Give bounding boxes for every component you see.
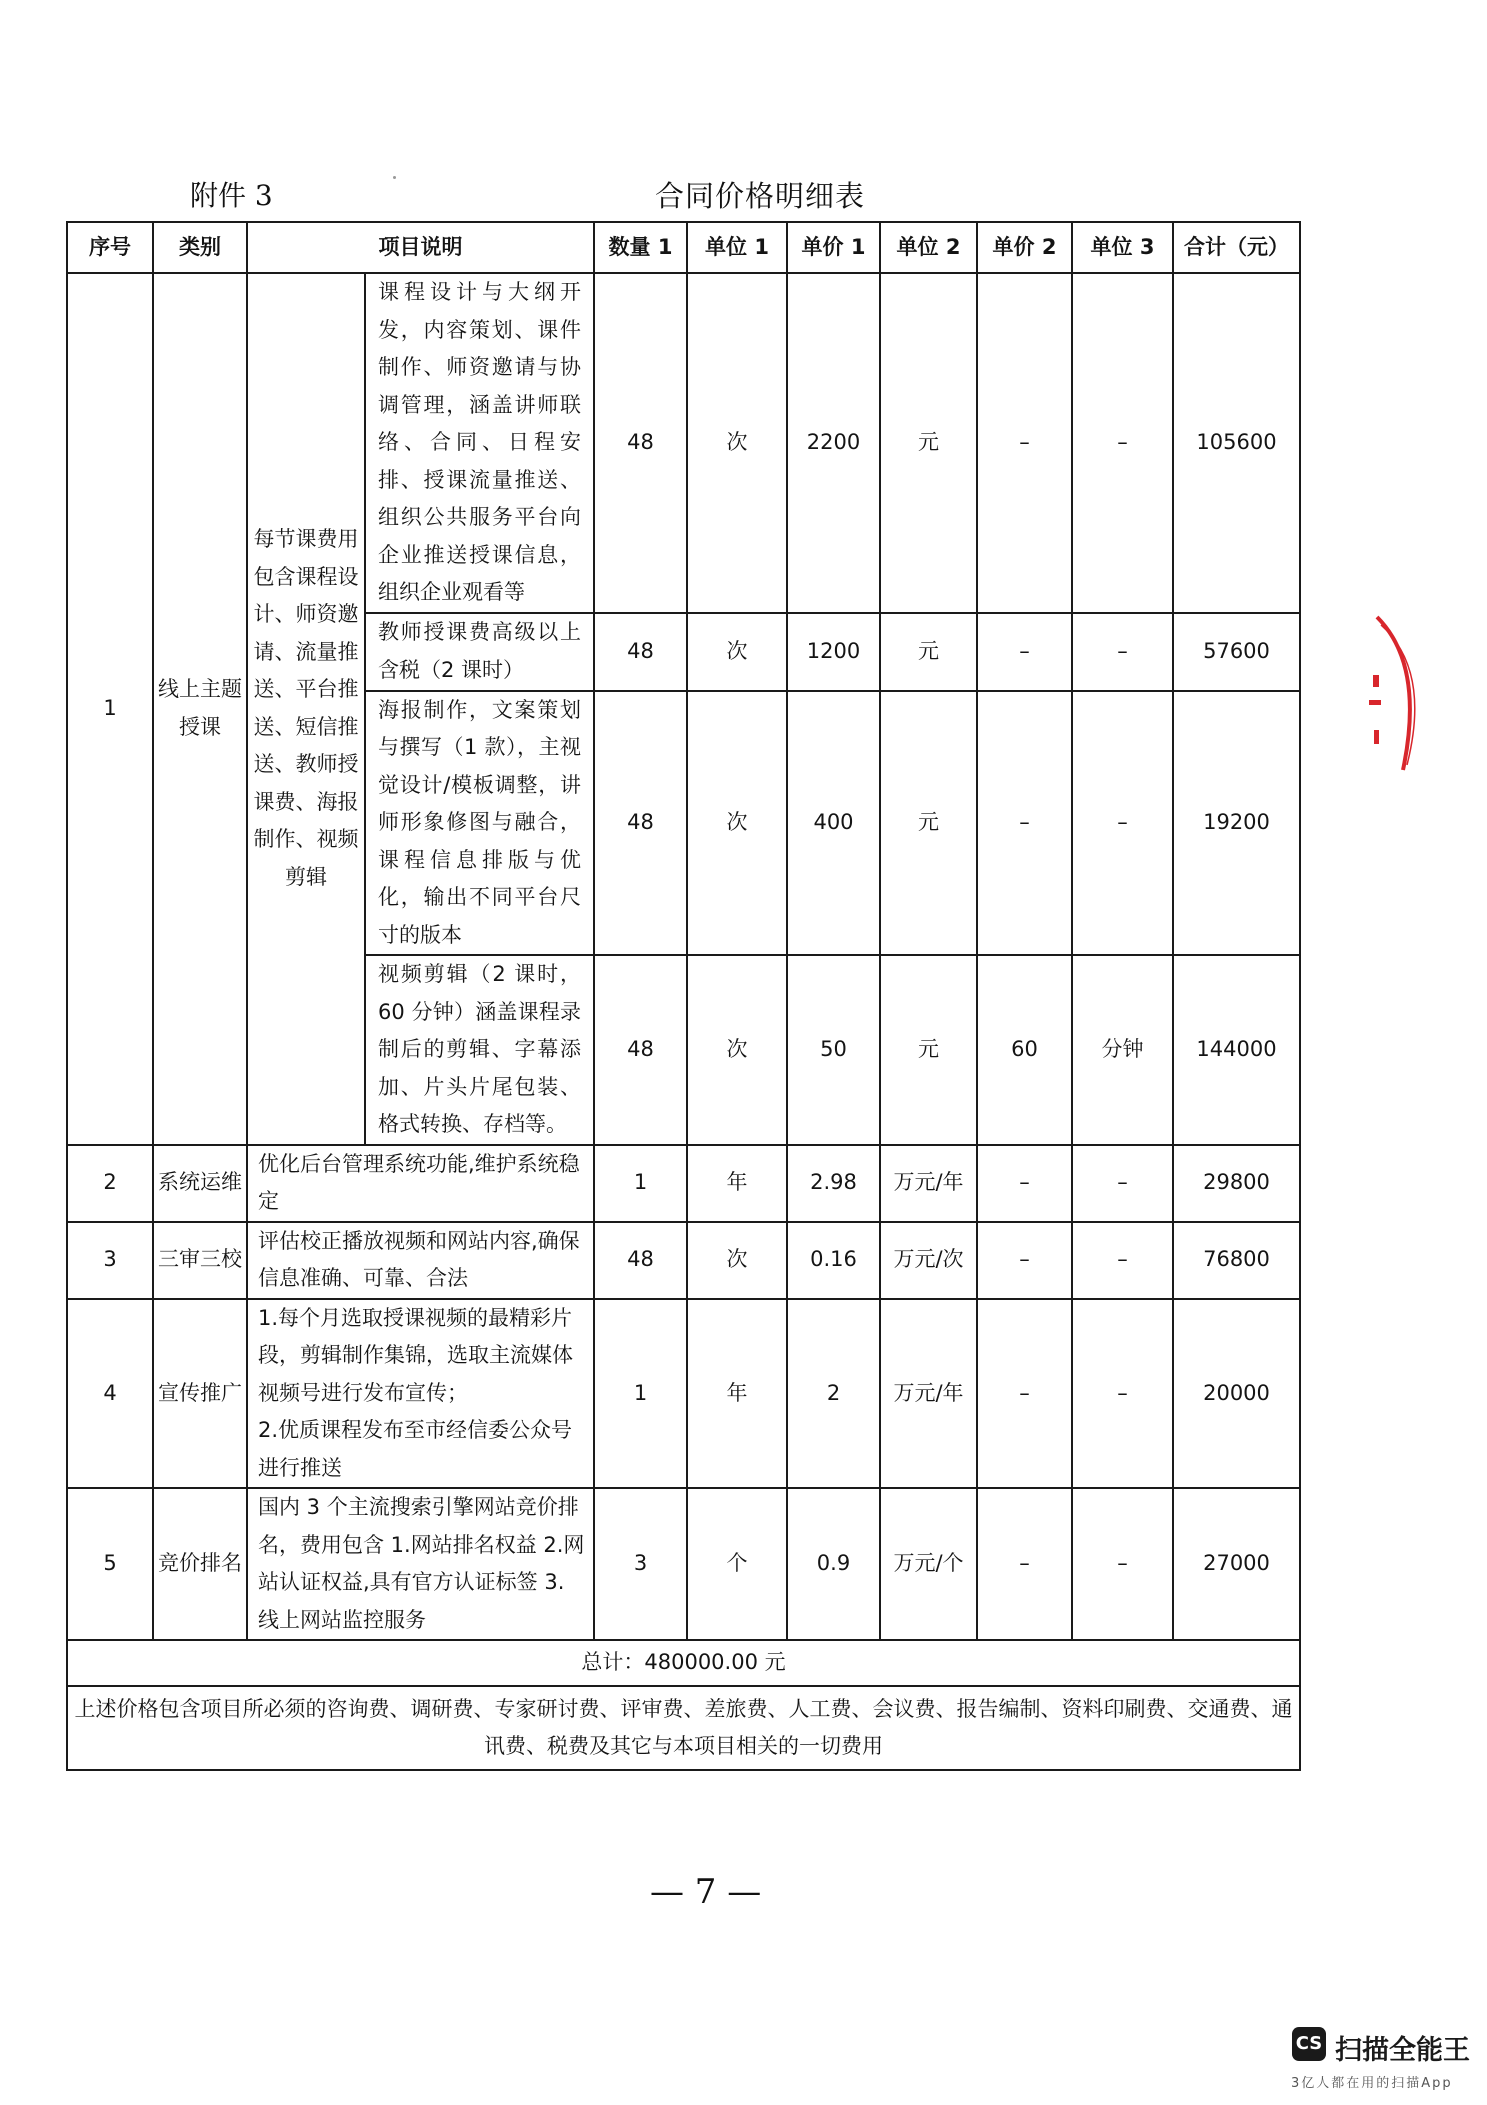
item-description: 视频剪辑（2 课时，60 分钟）涵盖课程录制后的剪辑、字幕添加、片头片尾包装、格式转换、存档等。 — [365, 955, 594, 1145]
cell-total: 57600 — [1173, 613, 1300, 691]
cell-unit1: 次 — [687, 273, 787, 613]
row-category: 三审三校 — [153, 1222, 247, 1299]
cell-qty1: 48 — [594, 691, 687, 956]
cell-unit3: – — [1072, 273, 1173, 613]
item-description: 课程设计与大纲开发，内容策划、课件制作、师资邀请与协调管理，涵盖讲师联络、合同、日程安排、授课流量推送、组织公共服务平台向企业推送授课信息，组织企业观看等 — [365, 273, 594, 613]
item-description: 评估校正播放视频和网站内容,确保信息准确、可靠、合法 — [247, 1222, 594, 1299]
seal-arc — [1377, 617, 1410, 770]
cell-price2: – — [977, 1488, 1072, 1640]
table-header-row — [67, 222, 1300, 273]
cell-total: 76800 — [1173, 1222, 1300, 1299]
cell-total: 20000 — [1173, 1299, 1300, 1489]
cell-price2: 60 — [977, 955, 1072, 1145]
cell-unit2: 万元/年 — [880, 1299, 977, 1489]
header-description: 项目说明 — [247, 222, 594, 273]
header-total: 合计（元） — [1173, 222, 1300, 273]
attachment-label: 附件 3 — [190, 179, 273, 212]
note-row — [67, 1686, 1300, 1770]
row-no: 3 — [67, 1222, 153, 1299]
scan-speck — [393, 176, 396, 179]
cell-total: 27000 — [1173, 1488, 1300, 1640]
item-description: 海报制作，文案策划与撰写（1 款），主视觉设计/模板调整，讲师形象修图与融合，课程信息排版与优化，输出不同平台尺寸的版本 — [365, 691, 594, 956]
header-unit1: 单位 1 — [687, 222, 787, 273]
cell-unit3: 分钟 — [1072, 955, 1173, 1145]
cell-unit1: 次 — [687, 1222, 787, 1299]
table-row — [67, 273, 1300, 613]
cell-price1: 50 — [787, 955, 880, 1145]
seal-mark — [1374, 730, 1379, 744]
cell-price2: – — [977, 273, 1072, 613]
cell-unit1: 次 — [687, 955, 787, 1145]
cell-unit2: 元 — [880, 955, 977, 1145]
row-category: 线上主题授课 — [153, 273, 247, 1145]
cell-unit2: 元 — [880, 691, 977, 956]
row-category: 系统运维 — [153, 1145, 247, 1222]
item-description: 1.每个月选取授课视频的最精彩片段，剪辑制作集锦，选取主流媒体视频号进行发布宣传； 2.优质课程发布至市经信委公众号进行推送 — [247, 1299, 594, 1489]
cell-unit2: 万元/年 — [880, 1145, 977, 1222]
cell-qty1: 48 — [594, 613, 687, 691]
row-category: 竞价排名 — [153, 1488, 247, 1640]
scanner-app-name: 扫描全能王 — [1335, 2035, 1470, 2066]
cell-price1: 2.98 — [787, 1145, 880, 1222]
item-description: 教师授课费高级以上含税（2 课时） — [365, 613, 594, 691]
header-price2: 单价 2 — [977, 222, 1072, 273]
seal-mark — [1373, 675, 1379, 687]
cell-price2: – — [977, 613, 1072, 691]
cell-unit3: – — [1072, 691, 1173, 956]
row-no: 2 — [67, 1145, 153, 1222]
header-category: 类别 — [153, 222, 247, 273]
cell-total: 144000 — [1173, 955, 1300, 1145]
cell-price1: 0.16 — [787, 1222, 880, 1299]
cell-qty1: 3 — [594, 1488, 687, 1640]
cell-total: 29800 — [1173, 1145, 1300, 1222]
cell-unit1: 年 — [687, 1145, 787, 1222]
cell-unit1: 次 — [687, 691, 787, 956]
row-no: 5 — [67, 1488, 153, 1640]
cell-price1: 2 — [787, 1299, 880, 1489]
table-row — [67, 1488, 1300, 1640]
row-category: 宣传推广 — [153, 1299, 247, 1489]
seal-mark — [1369, 700, 1381, 705]
cell-unit3: – — [1072, 613, 1173, 691]
document-title: 合同价格明细表 — [655, 179, 866, 213]
camscanner-logo-icon: CS — [1292, 2027, 1326, 2061]
header-unit2: 单位 2 — [880, 222, 977, 273]
cell-unit2: 元 — [880, 613, 977, 691]
cell-price1: 2200 — [787, 273, 880, 613]
group-overview: 每节课费用包含课程设计、师资邀请、流量推送、平台推送、短信推送、教师授课费、海报制作、视频剪辑 — [247, 273, 365, 1145]
grand-total: 总计：480000.00 元 — [67, 1640, 1300, 1686]
cell-unit1: 次 — [687, 613, 787, 691]
row-no: 4 — [67, 1299, 153, 1489]
cell-price2: – — [977, 1145, 1072, 1222]
price-detail-table — [66, 221, 1301, 1771]
cell-qty1: 1 — [594, 1145, 687, 1222]
cell-price1: 1200 — [787, 613, 880, 691]
item-description: 优化后台管理系统功能,维护系统稳定 — [247, 1145, 594, 1222]
grand-total-row — [67, 1640, 1300, 1686]
cell-unit3: – — [1072, 1222, 1173, 1299]
cell-price2: – — [977, 1299, 1072, 1489]
table-row — [67, 1299, 1300, 1489]
red-seal-stamp — [1355, 605, 1487, 785]
header-unit3: 单位 3 — [1072, 222, 1173, 273]
cell-unit1: 年 — [687, 1299, 787, 1489]
cell-unit1: 个 — [687, 1488, 787, 1640]
table-row — [67, 1145, 1300, 1222]
cell-price2: – — [977, 691, 1072, 956]
cell-qty1: 1 — [594, 1299, 687, 1489]
header-qty1: 数量 1 — [594, 222, 687, 273]
cell-unit2: 万元/个 — [880, 1488, 977, 1640]
cell-total: 105600 — [1173, 273, 1300, 613]
price-note: 上述价格包含项目所必须的咨询费、调研费、专家研讨费、评审费、差旅费、人工费、会议费、报告编制、资料印刷费、交通费、通讯费、税费及其它与本项目相关的一切费用 — [67, 1686, 1300, 1770]
cell-qty1: 48 — [594, 955, 687, 1145]
item-description: 国内 3 个主流搜索引擎网站竞价排名，费用包含 1.网站排名权益 2.网站认证权益,具有官方认证标签 3.线上网站监控服务 — [247, 1488, 594, 1640]
cell-price1: 400 — [787, 691, 880, 956]
cell-unit3: – — [1072, 1488, 1173, 1640]
cell-qty1: 48 — [594, 273, 687, 613]
table-row — [67, 1222, 1300, 1299]
cell-price1: 0.9 — [787, 1488, 880, 1640]
page-number: — 7 — — [650, 1872, 762, 1912]
cell-price2: – — [977, 1222, 1072, 1299]
header-price1: 单价 1 — [787, 222, 880, 273]
scanner-tagline: 3亿人都在用的扫描App — [1291, 2076, 1453, 2091]
cell-qty1: 48 — [594, 1222, 687, 1299]
header-no: 序号 — [67, 222, 153, 273]
cell-unit2: 万元/次 — [880, 1222, 977, 1299]
cell-total: 19200 — [1173, 691, 1300, 956]
cell-unit3: – — [1072, 1145, 1173, 1222]
cell-unit3: – — [1072, 1299, 1173, 1489]
cell-unit2: 元 — [880, 273, 977, 613]
row-no: 1 — [67, 273, 153, 1145]
